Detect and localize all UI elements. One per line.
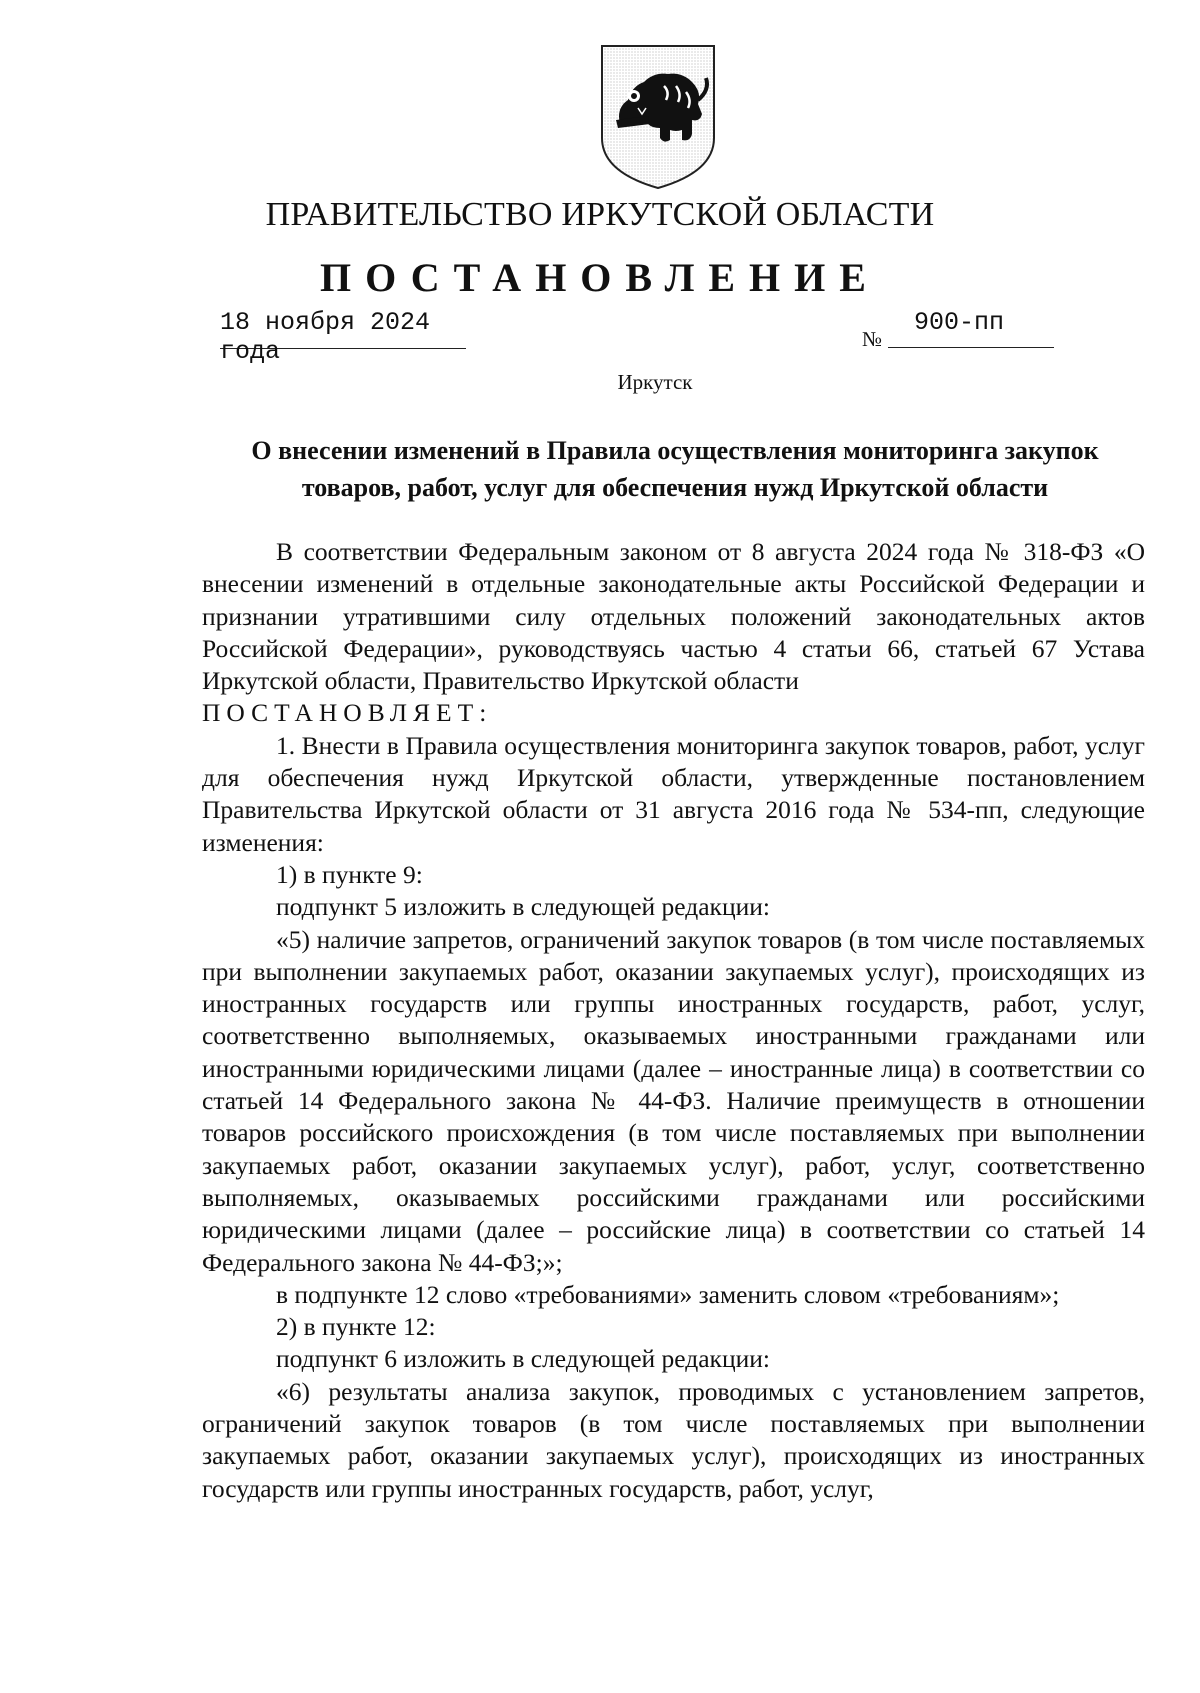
body-paragraph: «6) результаты анализа закупок, проводимых с установлением запретов, ограничений закупок товаров (в том числе поставляемых при выполнении закупаемых работ, оказании закупаемых услуг), происходящих из иностранных государств или группы иностранных государств, работ, услуг, xyxy=(202,1376,1145,1503)
document-title: О внесении изменений в Правила осуществления мониторинга закупок товаров, работ, услуг для обеспечения нужд Иркутской области xyxy=(251,436,1099,502)
document-body xyxy=(202,536,1145,1505)
number-sign: № xyxy=(862,327,883,351)
body-paragraph: 2) в пункте 12: xyxy=(276,1312,436,1342)
resolves-heading: ПОСТАНОВЛЯЕТ: xyxy=(202,698,493,728)
document-type: ПОСТАНОВЛЕНИЕ xyxy=(320,255,880,300)
document-date: 18 ноября 2024 года xyxy=(220,308,466,349)
body-paragraph: 1) в пункте 9: xyxy=(276,859,423,889)
document-city: Иркутск xyxy=(617,370,693,394)
preamble-paragraph: В соответствии Федеральным законом от 8 августа 2024 года № 318-ФЗ «О внесении изменений в отдельные законодательные акты Российской Федерации и признании утратившими силу отдельных положений законодательных актов Российской Федерации», руководствуясь частью 4 статьи 66, статьей 67 Устава Иркутской области, Правительство Иркутской области xyxy=(202,537,1145,696)
coat-of-arms-icon xyxy=(598,42,718,192)
body-paragraph: «5) наличие запретов, ограничений закупок товаров (в том числе поставляемых при выполнении закупаемых работ, оказании закупаемых услуг), происходящих из иностранных государств или группы иностранных государств, работ, услуг, соответственно выполняемых, оказываемых иностранными гражданами или иностранными юридическими лицами (далее – иностранные лица) в соответствии со статьей 14 Федерального закона № 44-ФЗ. Наличие преимуществ в отношении товаров российского происхождения (в том числе поставляемых при выполнении закупаемых работ, оказании закупаемых услуг), работ, услуг, соответственно выполняемых, оказываемых российскими гражданами или российскими юридическими лицами (далее – российские лица) в соответствии со статьей 14 Федерального закона № 44-ФЗ;»; xyxy=(202,924,1145,1277)
body-paragraph: 1. Внести в Правила осуществления мониторинга закупок товаров, работ, услуг для обеспечения нужд Иркутской области, утвержденные постановлением Правительства Иркутской области от 31 августа 2016 года № 534-пп, следующие изменения: xyxy=(202,730,1145,857)
body-paragraph: подпункт 5 изложить в следующей редакции: xyxy=(276,892,770,922)
body-paragraph: подпункт 6 изложить в следующей редакции: xyxy=(276,1344,770,1374)
body-paragraph: в подпункте 12 слово «требованиями» заменить словом «требованиям»; xyxy=(276,1279,1060,1309)
government-name: ПРАВИТЕЛЬСТВО ИРКУТСКОЙ ОБЛАСТИ xyxy=(265,196,935,233)
document-number: 900-пп xyxy=(888,308,1054,348)
